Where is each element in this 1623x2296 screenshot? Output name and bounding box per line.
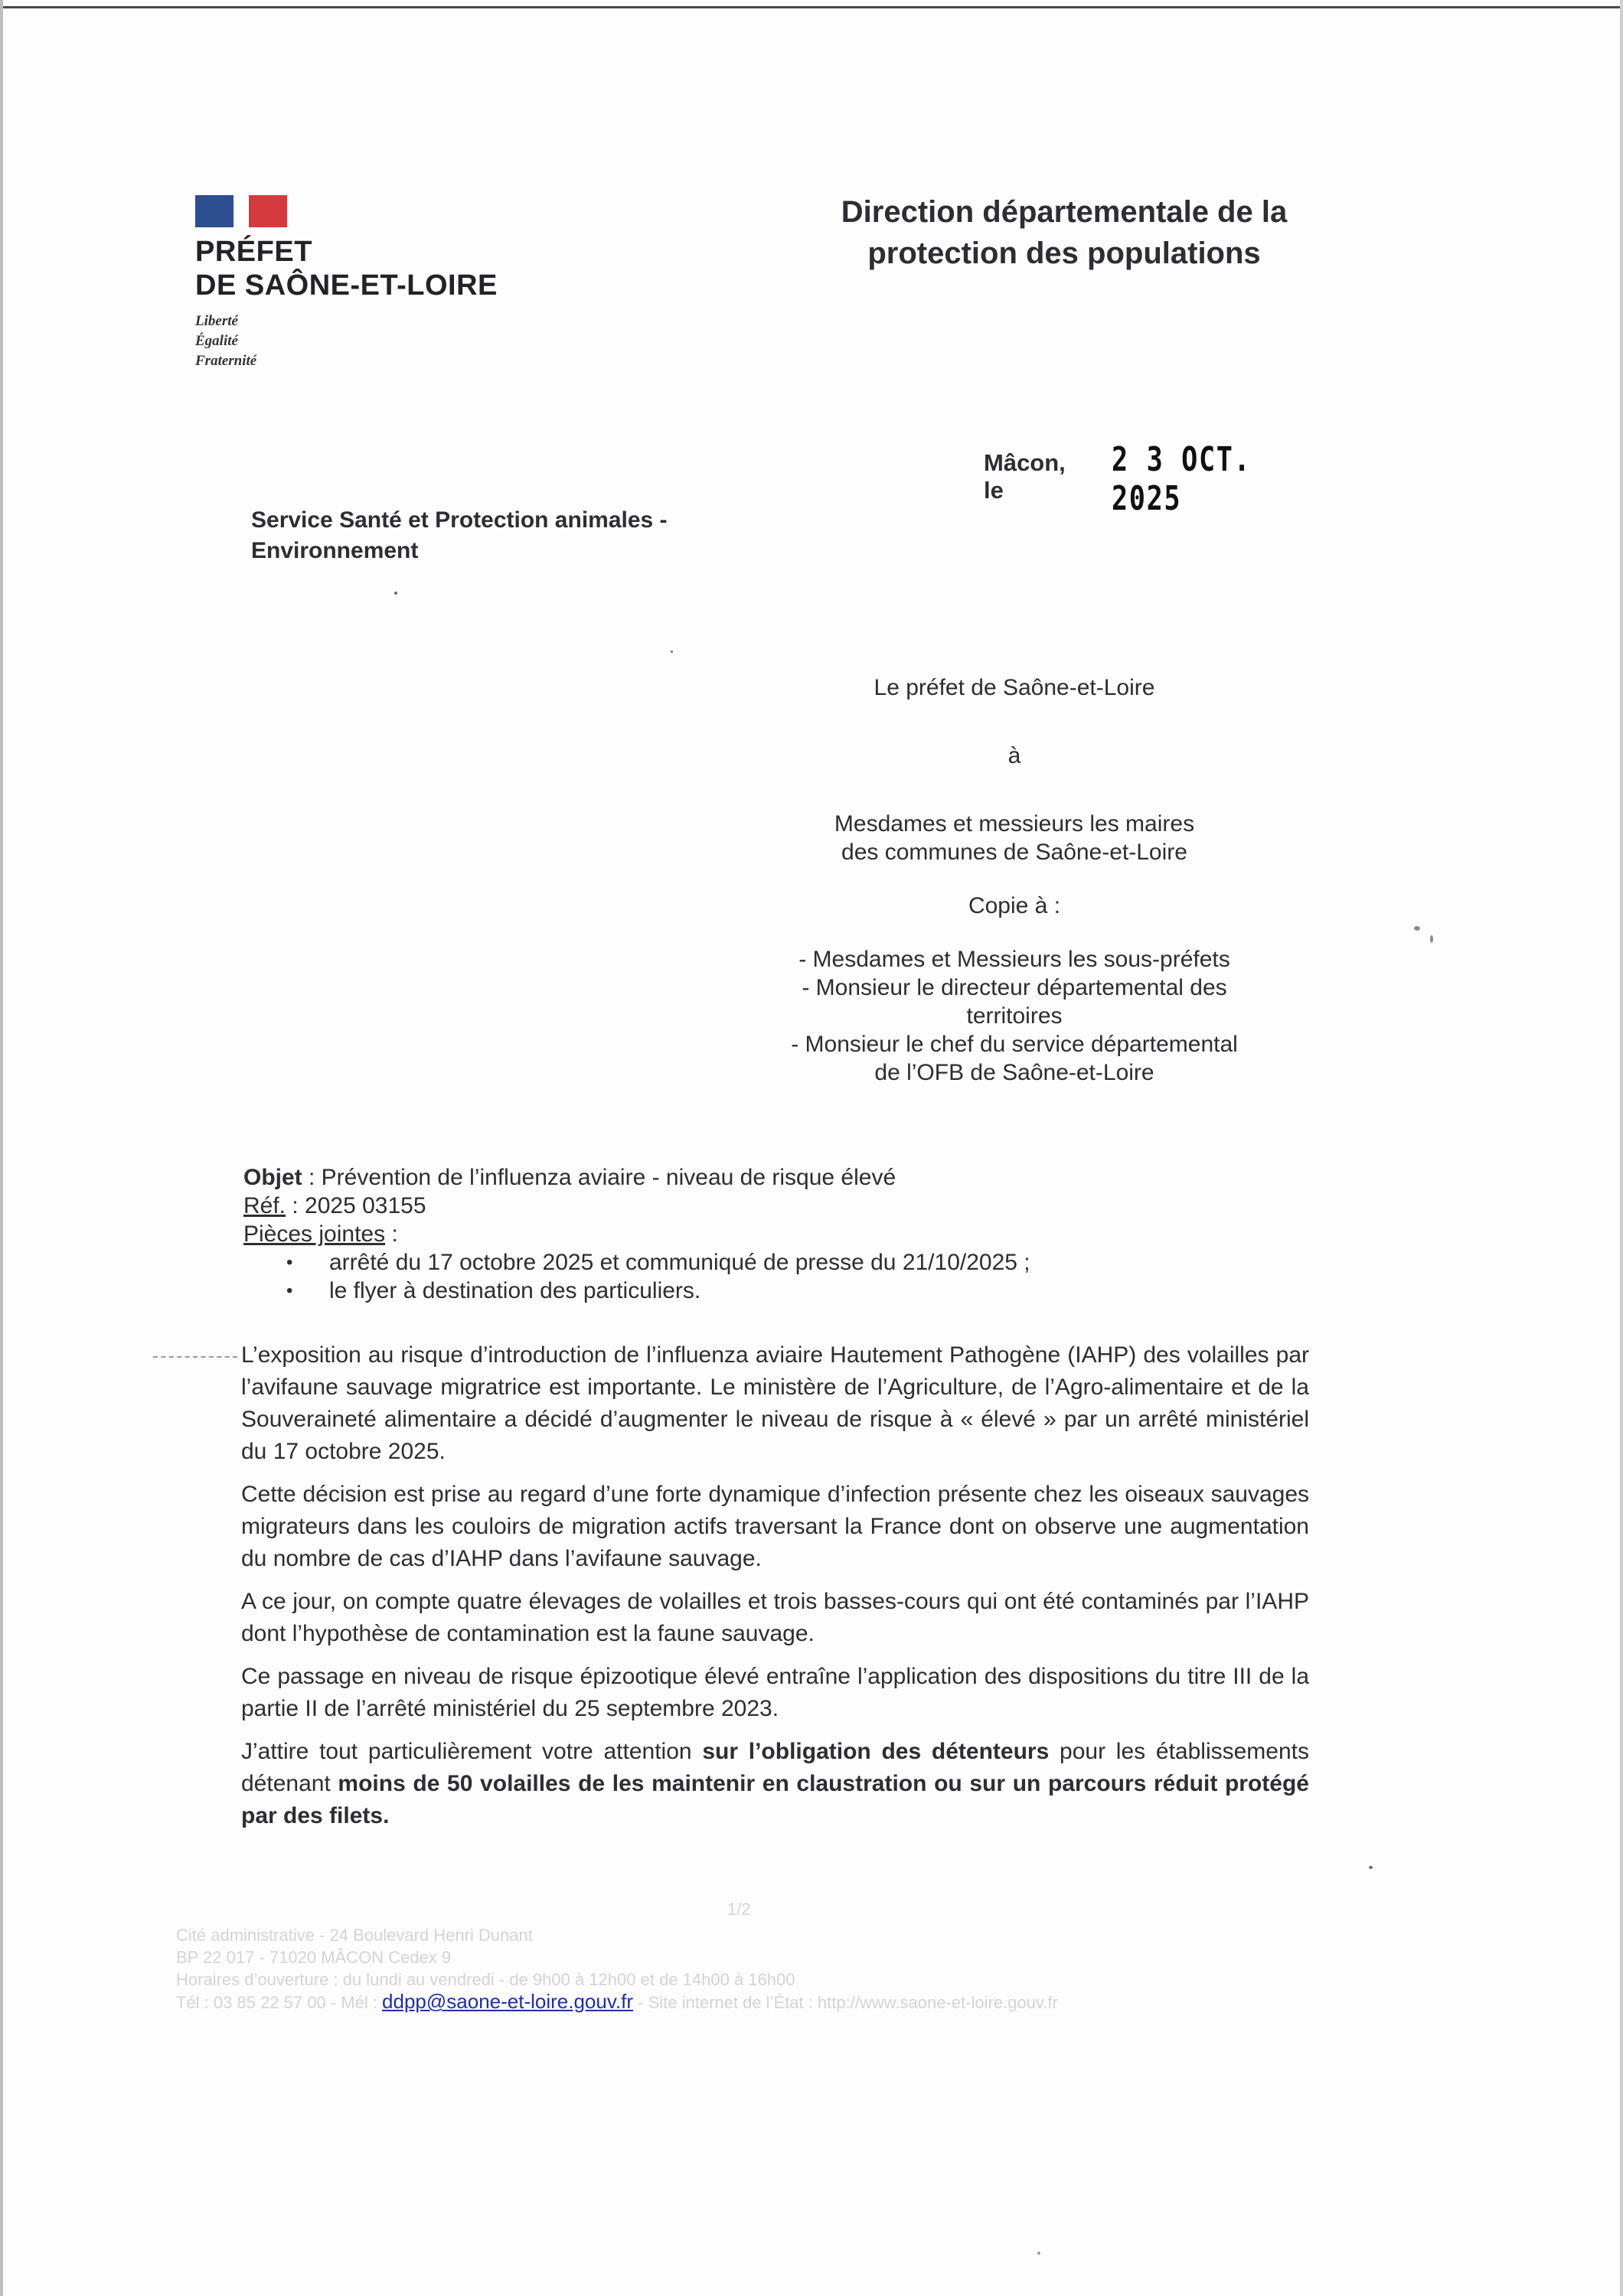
motto-egalite: Égalité <box>195 333 238 349</box>
subject-block <box>243 1163 1315 1305</box>
recipient-line2: des communes de Saône-et-Loire <box>841 840 1187 865</box>
motto-fraternite: Fraternité <box>195 353 257 369</box>
footer-address-1: Cité administrative - 24 Boulevard Henri Dunant <box>176 1926 533 1945</box>
to-word: à <box>1007 743 1021 768</box>
scan-speck <box>1414 926 1420 931</box>
objet-label: Objet <box>243 1165 302 1190</box>
service-line2: Environnement <box>251 538 419 563</box>
attachments-list <box>243 1248 1315 1305</box>
email-link[interactable]: ddpp@saone-et-loire.gouv.fr <box>382 1990 634 2013</box>
letter-body <box>241 1339 1309 1843</box>
scan-edge-left <box>0 0 3 2296</box>
flag-red-band <box>249 195 287 227</box>
direction-line2: protection des populations <box>867 236 1261 270</box>
attachment-item: • le flyer à destination des particuliers. <box>243 1277 1315 1305</box>
ref-text: : 2025 03155 <box>286 1193 426 1218</box>
flag-white-band <box>233 195 249 227</box>
copy-line: de l’OFB de Saône-et-Loire <box>874 1060 1154 1085</box>
p5-part-c: pour les établissements détenant <box>241 1739 1309 1796</box>
pj-label: Pièces jointes <box>243 1221 386 1247</box>
scan-edge-top <box>0 6 1623 8</box>
footer-address-2: BP 22 017 - 71020 MÂCON Cedex 9 <box>176 1948 452 1967</box>
subject-line <box>243 1163 1315 1192</box>
scan-speck <box>1430 935 1433 943</box>
marianne-flag-icon <box>195 195 287 227</box>
p5-part-a: J’attire tout particulièrement votre attention <box>241 1739 703 1764</box>
p5-part-d: moins de 50 volailles de les maintenir en claustration ou sur un parcours réduit protégé par des filets. <box>241 1771 1309 1828</box>
scan-dash-mark <box>153 1356 237 1359</box>
addressing-block <box>720 673 1309 1087</box>
attachment-item: • arrêté du 17 octobre 2025 et communiqué de presse du 21/10/2025 ; <box>243 1248 1315 1277</box>
ref-label: Réf. <box>243 1193 286 1218</box>
motto-liberte: Liberté <box>195 313 238 329</box>
objet-text: : Prévention de l’influenza aviaire - niveau de risque élevé <box>302 1165 896 1190</box>
logo-title-line2: DE SAÔNE-ET-LOIRE <box>195 269 498 302</box>
body-paragraph-4: Ce passage en niveau de risque épizootique élevé entraîne l’application des dispositions du titre III de la partie II de l’arrêté ministériel du 25 septembre 2023. <box>241 1664 1309 1721</box>
flag-blue-band <box>195 195 233 227</box>
footer-website: - Site internet de l’État : http://www.saone-et-loire.gouv.fr <box>633 1993 1058 2012</box>
scan-speck <box>394 592 397 595</box>
pj-colon: : <box>385 1221 398 1247</box>
prefecture-logo <box>195 195 563 371</box>
date-label: Mâcon, le <box>984 449 1066 504</box>
footer-phone: Tél : 03 85 22 57 00 - Mél : <box>176 1993 383 2012</box>
copy-line: territoires <box>966 1003 1063 1029</box>
attachments-line <box>243 1220 1315 1248</box>
page-number: 1/2 <box>727 1900 751 1919</box>
service-name <box>251 505 787 566</box>
copy-line: - Monsieur le directeur départemental des <box>802 975 1227 1000</box>
recipient-line1: Mesdames et messieurs les maires <box>834 811 1195 837</box>
recipients <box>720 810 1309 866</box>
reference-line <box>243 1192 1315 1220</box>
footer-contact <box>176 1991 1309 2014</box>
date-line <box>984 440 1351 518</box>
scan-speck <box>1369 1866 1373 1869</box>
direction-header <box>766 191 1363 274</box>
scan-speck <box>1037 2252 1040 2255</box>
logo-title-line1: PRÉFET <box>195 236 312 268</box>
body-paragraph-2: Cette décision est prise au regard d’une forte dynamique d’infection présente chez les oiseaux sauvages migrateurs dans les couloirs de migration actifs traversant la France dont on observe une augmentation du nombre de cas d’IAHP dans l’avifaune sauvage. <box>241 1482 1309 1571</box>
date-stamp: 2 3 OCT. 2025 <box>1112 440 1252 518</box>
scan-speck <box>671 651 673 653</box>
scan-edge-right <box>1620 0 1623 2296</box>
body-paragraph-3: A ce jour, on compte quatre élevages de volailles et trois basses-cours qui ont été contaminés par l’IAHP dont l’hypothèse de contamination est la faune sauvage. <box>241 1589 1309 1646</box>
footer <box>176 1898 1309 2014</box>
sender: Le préfet de Saône-et-Loire <box>874 675 1155 700</box>
footer-lines <box>176 1924 1309 2014</box>
body-paragraph-1: L’exposition au risque d’introduction de l’influenza aviaire Hautement Pathogène (IAHP) des volailles par l’avifaune sauvage migratrice est importante. Le ministère de l’Agriculture, de l’Agro-alimentaire et de la Souveraineté alimentaire a décidé d’augmenter le niveau de risque à « élevé » par un arrêté ministériel du 17 octobre 2025. <box>241 1342 1309 1464</box>
body-paragraph-5 <box>241 1736 1309 1832</box>
copy-line: - Mesdames et Messieurs les sous-préfets <box>798 947 1230 972</box>
copies-list <box>720 945 1309 1087</box>
copie-label: Copie à : <box>968 893 1061 918</box>
footer-hours: Horaires d’ouverture : du lundi au vendredi - de 9h00 à 12h00 et de 14h00 à 16h00 <box>176 1970 795 1989</box>
p5-part-b: sur l’obligation des détenteurs <box>702 1739 1050 1764</box>
republic-motto <box>195 311 563 371</box>
copy-line: - Monsieur le chef du service départemental <box>791 1032 1238 1057</box>
direction-line1: Direction départementale de la <box>841 195 1288 229</box>
service-line1: Service Santé et Protection animales - <box>251 507 668 533</box>
